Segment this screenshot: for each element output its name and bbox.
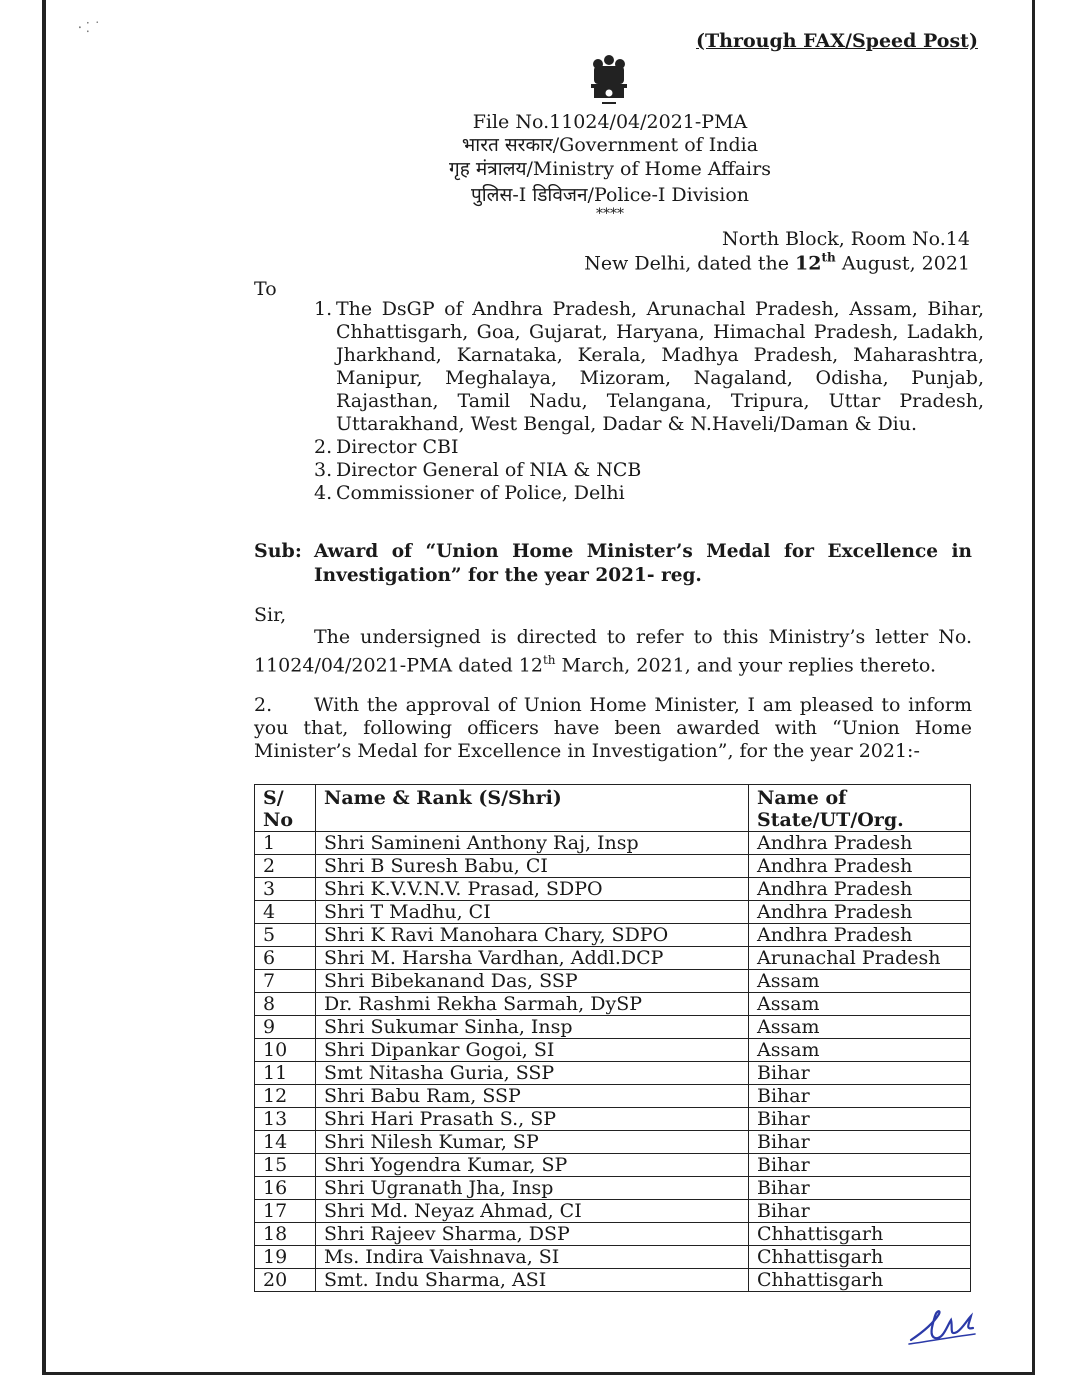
- name-rank-cell: Shri K.V.V.N.V. Prasad, SDPO: [316, 878, 749, 901]
- table-row: [255, 1246, 971, 1269]
- recipient-item: 4. Commissioner of Police, Delhi: [314, 482, 625, 504]
- name-rank-cell: Shri Nilesh Kumar, SP: [316, 1131, 749, 1154]
- separator-stars: ****: [596, 206, 624, 222]
- name-rank-cell: Shri Dipankar Gogoi, SI: [316, 1039, 749, 1062]
- state-cell: Andhra Pradesh: [749, 855, 971, 878]
- file-number: File No.11024/04/2021-PMA: [472, 111, 748, 133]
- name-rank-cell: Shri Bibekanand Das, SSP: [316, 970, 749, 993]
- name-rank-cell: Shri Md. Neyaz Ahmad, CI: [316, 1200, 749, 1223]
- serial-cell: 9: [255, 1016, 316, 1039]
- name-rank-cell: Dr. Rashmi Rekha Sarmah, DySP: [316, 993, 749, 1016]
- table-row: [255, 1154, 971, 1177]
- serial-cell: 3: [255, 878, 316, 901]
- state-cell: Bihar: [749, 1131, 971, 1154]
- header-name-rank: Name & Rank (S/Shri): [316, 785, 749, 832]
- table-row: [255, 924, 971, 947]
- name-rank-cell: Shri B Suresh Babu, CI: [316, 855, 749, 878]
- serial-cell: 13: [255, 1108, 316, 1131]
- handwritten-signature: [905, 1302, 980, 1350]
- name-rank-cell: Shri Babu Ram, SSP: [316, 1085, 749, 1108]
- table-row: [255, 1223, 971, 1246]
- table-row: [255, 1200, 971, 1223]
- table-row: [255, 832, 971, 855]
- recipient-list: [314, 298, 984, 505]
- government-line: भारत सरकार/Government of India: [461, 134, 759, 156]
- serial-cell: 7: [255, 970, 316, 993]
- name-rank-cell: Shri Samineni Anthony Raj, Insp: [316, 832, 749, 855]
- serial-cell: 16: [255, 1177, 316, 1200]
- table-row: [255, 947, 971, 970]
- paragraph-1: The undersigned is directed to refer to this Ministry’s letter No. 11024/04/2021-PMA dated 12th March, 2021, and your replies thereto.: [254, 626, 972, 677]
- salutation: Sir,: [254, 604, 287, 626]
- name-rank-cell: Ms. Indira Vaishnava, SI: [316, 1246, 749, 1269]
- state-cell: Chhattisgarh: [749, 1269, 971, 1292]
- name-rank-cell: Shri K Ravi Manohara Chary, SDPO: [316, 924, 749, 947]
- serial-cell: 14: [255, 1131, 316, 1154]
- name-rank-cell: Shri T Madhu, CI: [316, 901, 749, 924]
- dispatch-mode-label: (Through FAX/Speed Post): [696, 30, 978, 52]
- state-cell: Chhattisgarh: [749, 1246, 971, 1269]
- state-cell: Chhattisgarh: [749, 1223, 971, 1246]
- recipient-item: 3. Director General of NIA & NCB: [314, 459, 642, 481]
- serial-cell: 20: [255, 1269, 316, 1292]
- office-address: North Block, Room No.14: [722, 228, 970, 250]
- recipient-item: 2. Director CBI: [314, 436, 459, 458]
- table-row: [255, 970, 971, 993]
- table-header-row: [255, 785, 971, 832]
- state-cell: Bihar: [749, 1085, 971, 1108]
- serial-cell: 10: [255, 1039, 316, 1062]
- serial-cell: 17: [255, 1200, 316, 1223]
- serial-cell: 8: [255, 993, 316, 1016]
- state-cell: Andhra Pradesh: [749, 901, 971, 924]
- state-cell: Bihar: [749, 1154, 971, 1177]
- table-row: [255, 1108, 971, 1131]
- serial-cell: 4: [255, 901, 316, 924]
- serial-cell: 19: [255, 1246, 316, 1269]
- table-row: [255, 993, 971, 1016]
- state-cell: Andhra Pradesh: [749, 924, 971, 947]
- national-emblem-icon: [582, 52, 636, 110]
- table-row: [255, 1269, 971, 1292]
- table-row: [255, 1062, 971, 1085]
- ministry-line: गृह मंत्रालय/Ministry of Home Affairs: [449, 158, 771, 180]
- state-cell: Assam: [749, 1039, 971, 1062]
- state-cell: Assam: [749, 993, 971, 1016]
- state-cell: Andhra Pradesh: [749, 832, 971, 855]
- serial-cell: 15: [255, 1154, 316, 1177]
- state-cell: Bihar: [749, 1200, 971, 1223]
- name-rank-cell: Shri Rajeev Sharma, DSP: [316, 1223, 749, 1246]
- page-bottom-edge: [42, 1372, 1035, 1375]
- state-cell: Arunachal Pradesh: [749, 947, 971, 970]
- name-rank-cell: Shri Ugranath Jha, Insp: [316, 1177, 749, 1200]
- state-cell: Bihar: [749, 1108, 971, 1131]
- page-left-edge: [42, 0, 46, 1375]
- state-cell: Bihar: [749, 1177, 971, 1200]
- state-cell: Assam: [749, 970, 971, 993]
- page-right-edge: [1032, 0, 1035, 1375]
- serial-cell: 1: [255, 832, 316, 855]
- serial-cell: 6: [255, 947, 316, 970]
- table-row: [255, 1016, 971, 1039]
- state-cell: Bihar: [749, 1062, 971, 1085]
- serial-cell: 2: [255, 855, 316, 878]
- serial-cell: 12: [255, 1085, 316, 1108]
- table-row: [255, 1177, 971, 1200]
- paragraph-2: 2. With the approval of Union Home Minister, I am pleased to inform you that, following officers have been awarded with “Union Home Minister’s Medal for Excellence in Investigation”, for the year 2021:-: [254, 694, 972, 762]
- state-cell: Assam: [749, 1016, 971, 1039]
- table-row: [255, 1131, 971, 1154]
- recipient-item: 1. The DsGP of Andhra Pradesh, Arunachal Pradesh, Assam, Bihar, Chhattisgarh, Goa, Gujarat, Haryana, Himachal Pradesh, Ladakh, Jharkhand, Karnataka, Kerala, Madhya Pradesh, Maharashtra, Manipur, Meghalaya, Mizoram, Nagaland, Odisha, Punjab, Rajasthan, Tamil Nadu, Telangana, Tripura, Uttar Pradesh, Uttarakhand, West Bengal, Dadar & N.Haveli/Daman & Diu.: [314, 298, 984, 435]
- scan-speck-mark: ⸱ ⁚ ˙: [78, 20, 101, 36]
- header-serial: S/ No: [255, 785, 316, 832]
- subject-label: Sub:: [254, 540, 302, 562]
- state-cell: Andhra Pradesh: [749, 878, 971, 901]
- name-rank-cell: Smt Nitasha Guria, SSP: [316, 1062, 749, 1085]
- name-rank-cell: Smt. Indu Sharma, ASI: [316, 1269, 749, 1292]
- table-row: [255, 1039, 971, 1062]
- name-rank-cell: Shri Hari Prasath S., SP: [316, 1108, 749, 1131]
- letter-date: New Delhi, dated the 12th August, 2021: [584, 251, 970, 275]
- table-row: [255, 1085, 971, 1108]
- table-row: [255, 878, 971, 901]
- serial-cell: 18: [255, 1223, 316, 1246]
- table-row: [255, 855, 971, 878]
- division-line: पुलिस-I डिविजन/Police-I Division: [470, 184, 750, 206]
- name-rank-cell: Shri M. Harsha Vardhan, Addl.DCP: [316, 947, 749, 970]
- header-state: Name of State/UT/Org.: [749, 785, 971, 832]
- name-rank-cell: Shri Sukumar Sinha, Insp: [316, 1016, 749, 1039]
- subject-text: Award of “Union Home Minister’s Medal for Excellence in Investigation” for the year 2021- reg.: [314, 541, 972, 586]
- awardees-table: [254, 784, 971, 1292]
- serial-cell: 5: [255, 924, 316, 947]
- name-rank-cell: Shri Yogendra Kumar, SP: [316, 1154, 749, 1177]
- to-label: To: [254, 278, 277, 300]
- table-row: [255, 901, 971, 924]
- serial-cell: 11: [255, 1062, 316, 1085]
